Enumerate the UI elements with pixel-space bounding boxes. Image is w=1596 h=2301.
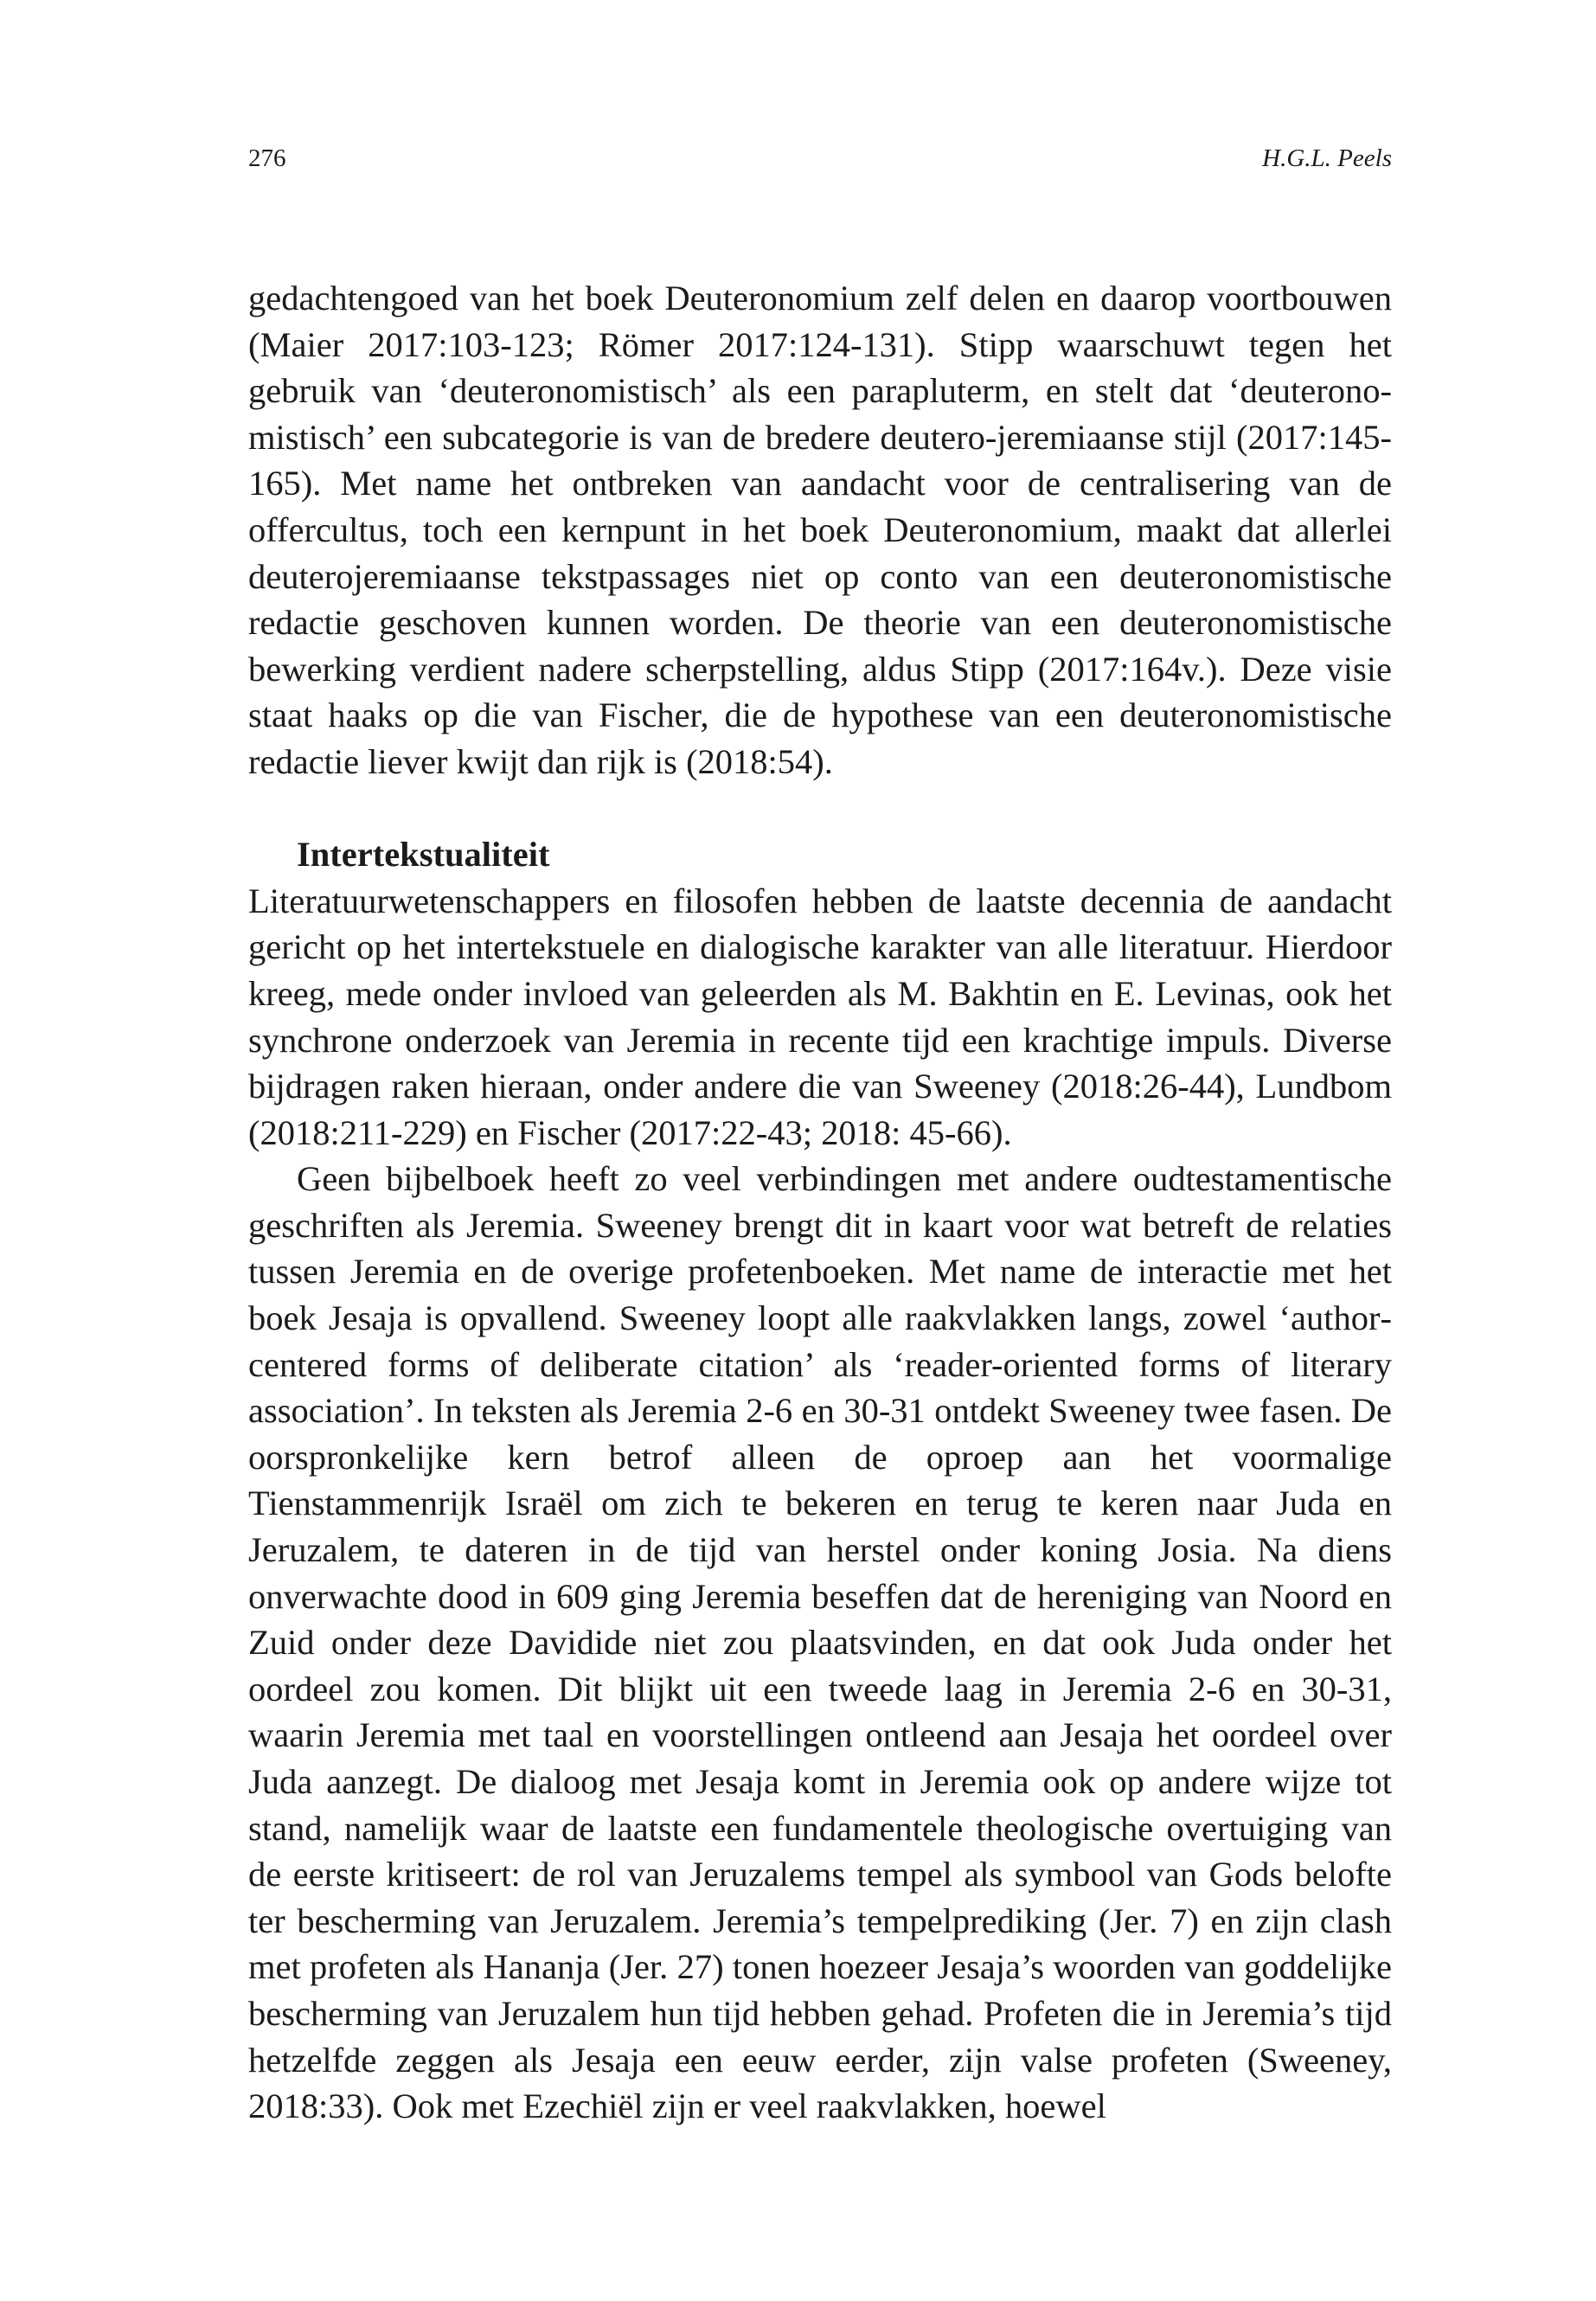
paragraph-sweeney: Geen bijbelboek heeft zo veel verbindingen met andere oudtestamentische geschriften als Jeremia. Sweeney brengt dit in kaart voor wat betreft de relaties tussen Jeremia en de overige profetenboeken. Met name de interactie met het boek Jesaja is opvallend. Sweeney loopt alle raakvlakken langs, zowel ‘authorcentered forms of deliberate citation’ als ‘reader-oriented forms of literary association’. In teksten als Jeremia 2-6 en 30-31 ontdekt Sweeney twee fasen. De oorspronkelijke kern betrof alleen de oproep aan het voormalige Tienstammenrijk Israël om zich te bekeren en terug te keren naar Juda en Jeruzalem, te dateren in de tijd van herstel onder koning Josia. Na diens onverwachte dood in 609 ging Jeremia beseffen dat de hereniging van Noord en Zuid onder deze Davidide niet zou plaatsvinden, en dat ook Juda onder het oordeel zou komen. Dit blijkt uit een tweede laag in Jeremia 2-6 en 30-31, waarin Jeremia met taal en voorstellingen ontleend aan Jesaja het oordeel over Juda aanzegt. De dialoog met Jesaja komt in Jeremia ook op andere wijze tot stand, namelijk waar de laatste een fundamentele theologische overtuiging van de eerste kritiseert: de rol van Jeruzalems tempel als symbool van Gods belofte ter bescherming van Jeruzalem. Jeremia’s tempelprediking (Jer. 7) en zijn clash met profeten als Hananja (Jer. 27) tonen hoezeer Jesaja’s woorden van goddelijke bescherming van Jeruzalem hun tijd hebben gehad. Profeten die in Jeremia’s tijd hetzelfde zeggen als Jesaja een eeuw eerder, zijn valse profeten (Sweeney, 2018:33). Ook met Ezechiël zijn er veel raakvlakken, hoewel bbox=[248, 1159, 1392, 2126]
paragraph-continuation: gedachtengoed van het boek Deuteronomium zelf delen en daarop voortbouwen (Maier 2017:103-123; Römer 2017:124-131). Stipp waarschuwt tegen het gebruik van ‘deuteronomistisch’ als een parapluterm, en stelt dat ‘deuteronomistisch’ een subcategorie is van de bredere deutero-jeremiaanse stijl (2017:145-165). Met name het ontbreken van aandacht voor de centralisering van de offercultus, toch een kernpunt in het boek Deuteronomium, maakt dat allerlei deuterojeremiaanse tekstpassages niet op conto van een deuteronomistische redactie geschoven kunnen worden. De theorie van een deuteronomistische bewerking verdient nadere scherpstelling, aldus Stipp (2017:164v.). Deze visie staat haaks op die van Fischer, die de hypothese van een deuteronomistische redactie liever kwijt dan rijk is (2018:54). bbox=[248, 279, 1392, 781]
paragraph-intertextuality-intro: Literatuurwetenschappers en filosofen hebben de laatste decennia de aandacht gericht op het intertekstuele en dialogische karakter van alle literatuur. Hierdoor kreeg, mede onder invloed van geleerden als M. Bakhtin en E. Levinas, ook het synchrone onderzoek van Jeremia in recente tijd een krachtige impuls. Diverse bijdragen raken hieraan, onder andere die van Sweeney (2018:26-44), Lundbom (2018:211-229) en Fischer (2017:22-43; 2018: 45-66). bbox=[248, 881, 1392, 1152]
section-heading: Intertekstualiteit bbox=[297, 835, 550, 875]
running-head bbox=[248, 137, 1392, 180]
body-text bbox=[248, 275, 1392, 2130]
page-number: 276 bbox=[248, 144, 286, 172]
running-head-author: H.G.L. Peels bbox=[1262, 144, 1392, 172]
